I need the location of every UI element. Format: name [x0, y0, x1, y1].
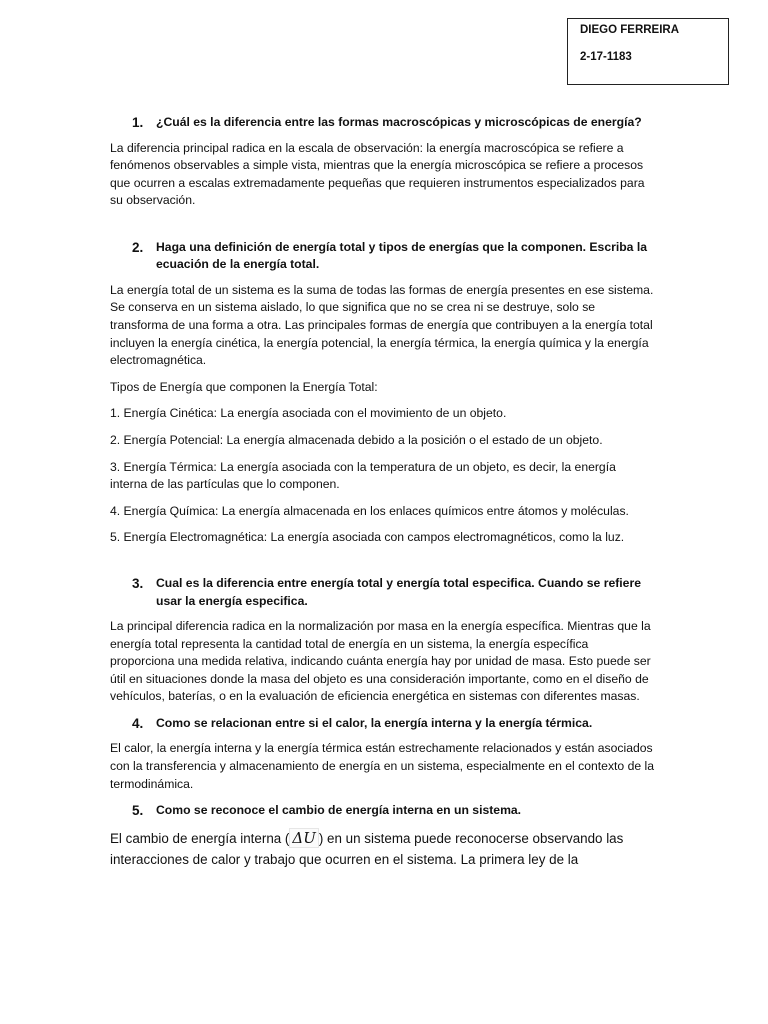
question-number: 2. — [132, 239, 144, 255]
answer-5-after: ) en un sistema puede reconocerse observando las interacciones de calor y trabajo que ocurren en el sistema. La primera ley de la — [110, 830, 624, 867]
question-3 — [110, 575, 655, 610]
student-id: 2-17-1183 — [580, 50, 632, 63]
energy-type-item: 4. Energía Química: La energía almacenada en los enlaces químicos entre átomos y moléculas. — [110, 503, 629, 518]
question-1 — [110, 114, 655, 132]
answer-5-before: El cambio de energía interna ( — [110, 830, 290, 846]
delta-u-equation: ΔU — [289, 828, 318, 848]
question-number: 3. — [132, 576, 144, 591]
energy-types-heading: Tipos de Energía que componen la Energía Total: — [110, 379, 378, 394]
student-info-box — [567, 18, 729, 85]
question-5 — [110, 802, 655, 820]
question-number: 4. — [132, 715, 144, 731]
question-number: 1. — [132, 115, 144, 130]
answer-3: La principal diferencia radica en la normalización por masa en la energía específica. Mientras que la energía total representa la cantidad total de energía en un sistema, la energía específica proporciona una medida relativa, indicando cuánta energía hay por unidad de masa. Esto puede ser útil en situaciones donde la masa del objeto es una consideración importante, como en el diseño de vehículos, baterías, o en la evaluación de eficiencia energética en sistemas con diferentes masas. — [110, 619, 651, 704]
question-number: 5. — [132, 803, 144, 819]
question-text: Como se reconoce el cambio de energía interna en un sistema. — [156, 803, 522, 818]
answer-4: El calor, la energía interna y la energía térmica están estrechamente relacionados y están asociados con la transferencia y almacenamiento de energía en un sistema, especialmente en el contexto de la termodinámica. — [110, 741, 655, 791]
answer-1: La diferencia principal radica en la escala de observación: la energía macroscópica se refiere a fenómenos observables a simple vista, mientras que la energía microscópica se refiere a procesos que ocurren a escalas extremadamente pequeñas que requieren instrumentos especializados para su observación. — [110, 140, 645, 208]
energy-type-item: 3. Energía Térmica: La energía asociada con la temperatura de un objeto, es decir, la energía interna de las partículas que lo componen. — [110, 459, 616, 492]
energy-type-item: 5. Energía Electromagnética: La energía asociada con campos electromagnéticos, como la luz. — [110, 530, 625, 545]
question-text: Haga una definición de energía total y tipos de energías que la componen. Escriba la ecuación de la energía total. — [156, 239, 648, 272]
question-text: ¿Cuál es la diferencia entre las formas macroscópicas y microscópicas de energía? — [156, 115, 642, 129]
answer-2: La energía total de un sistema es la suma de todas las formas de energía presentes en ese sistema. Se conserva en un sistema aislado, lo que significa que no se crea ni se destruye, solo se transforma de una forma a otra. Las principales formas de energía que contribuyen a la energía total incluyen la energía cinética, la energía potencial, la energía térmica, la energía química y la energía electromagnética. — [110, 282, 654, 368]
student-name: DIEGO FERREIRA — [580, 24, 680, 36]
energy-type-item: 2. Energía Potencial: La energía almacenada debido a la posición o el estado de un objeto. — [110, 433, 603, 448]
question-text: Como se relacionan entre si el calor, la energía interna y la energía térmica. — [156, 715, 593, 730]
question-text: Cual es la diferencia entre energía total y energía total especifica. Cuando se refiere usar la energía especifica. — [156, 576, 641, 608]
question-4 — [110, 715, 655, 733]
answer-5 — [110, 828, 655, 870]
question-2 — [110, 239, 655, 274]
energy-type-item: 1. Energía Cinética: La energía asociada con el movimiento de un objeto. — [110, 406, 507, 421]
document-body — [110, 114, 655, 879]
